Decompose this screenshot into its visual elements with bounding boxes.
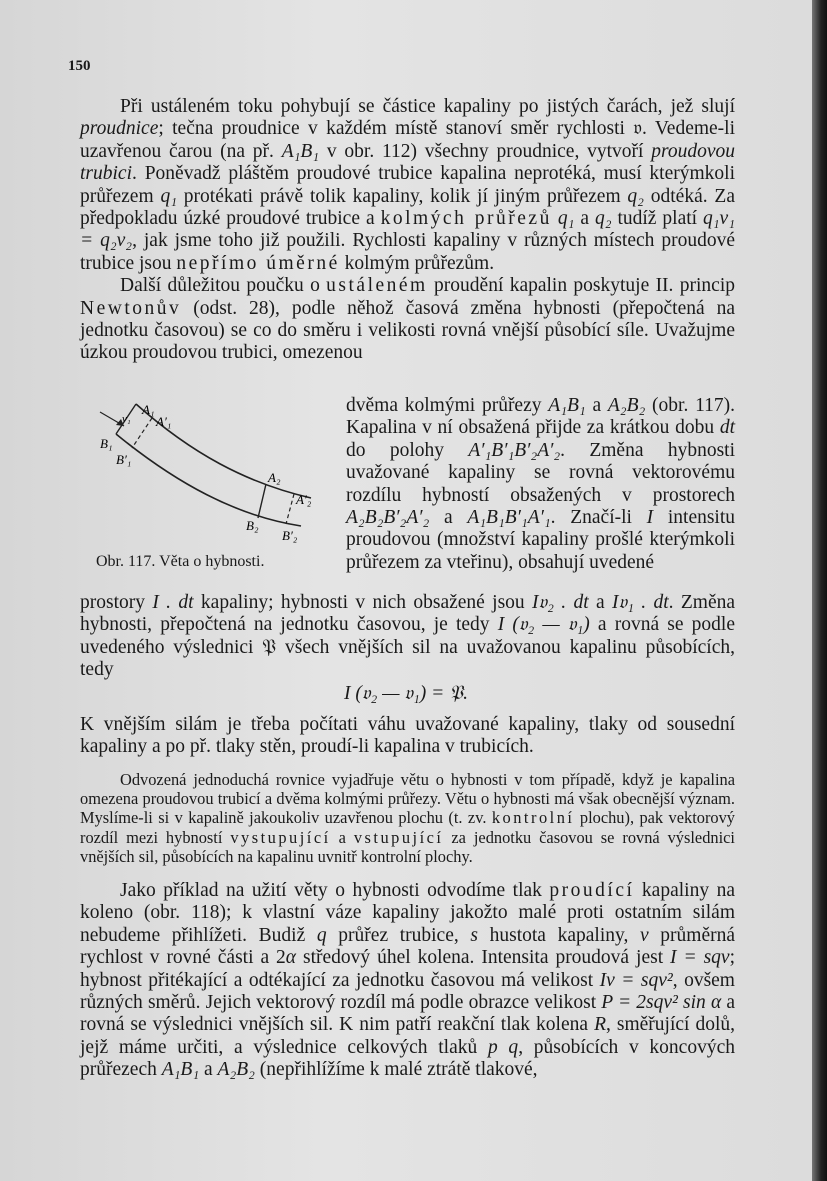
label-v1: v₁ <box>122 413 131 425</box>
paragraph-external-forces: K vnějším silám je třeba počítati váhu uvažované kapaliny, tlaky od sousední kapaliny a po př. tlaky stěn, proudí-li kapalina v trubicích. <box>80 714 735 758</box>
text-block-bottom <box>80 880 735 1082</box>
label-a1: A₁ <box>142 402 155 417</box>
figure-stream-tube <box>96 398 336 548</box>
stream-tube-diagram <box>96 398 336 548</box>
label-a2-prime: A′₂ <box>296 492 312 507</box>
page-number: 150 <box>68 58 91 74</box>
text-block-beside-figure <box>346 395 735 574</box>
paragraph-side: dvěma kolmými průřezy A₁B₁ a A₂B₂ (obr. 117). Kapalina v ní obsažená přijde za krátkou dobu dt do polohy A′₁B′₁B′₂A′₂. Změna hybnosti uvažované kapaliny se rovná vektorovému rozdílu hybností obsažených v prostorech A₂B₂B′₂A′₂ a A₁B₁B′₁A′₁. Značí-li I intensitu proudovou (množství kapaliny prošlé kterýmkoli průřezem za vteřinu), obsahují uvedené <box>346 395 736 573</box>
text-block-forces <box>80 714 735 759</box>
small-print-note <box>80 770 735 866</box>
paragraph-momentum-theorem: Další důležitou poučku o ustáleném proudění kapalin poskytuje II. princip Newtonův (odst. 28), podle něhož časová změna hybnosti (přepočtená na jednotku časovou) se co do směru i velikosti rovná vnější působící síle. Uvažujme úzkou proudovou trubici, omezenou <box>80 275 735 364</box>
paragraph-continuation: prostory I . dt kapaliny; hybnosti v nich obsažené jsou I𝔳₂ . dt a I𝔳₁ . dt. Změna hybnosti, přepočtená na jednotku časovou, je tedy I (𝔳₂ — 𝔳₁) a rovná se podle uvedeného výslednici 𝔓 všech vnějších sil na uvažovanou kapalinu působících, tedy <box>80 592 736 681</box>
momentum-formula: I (𝔳₂ — 𝔳₁) = 𝔓. <box>344 683 468 704</box>
label-b2: B₂ <box>246 518 259 533</box>
label-a2: A₂ <box>268 470 281 485</box>
text-block-middle <box>80 592 735 682</box>
text-block-top <box>80 96 735 365</box>
label-a1-prime: A′₁ <box>156 414 172 429</box>
label-b1-prime: B′₁ <box>116 452 132 467</box>
paragraph-pipe-bend-example: Jako příklad na užití věty o hybnosti odvodíme tlak proudící kapaliny na koleno (obr. 118); k vlastní váze kapaliny jakožto malé proti ostatním silám nebudeme přihlížeti. Budiž q průřez trubice, s hustota kapaliny, v průměrná rychlost v rovné části a 2α středový úhel kolena. Intensita proudová jest I = sqv; hybnost přitékající a odtékající za jednotku časovou má velikost Iv = sqv², ovšem různých směrů. Jejich vektorový rozdíl má podle obrazce velikost P = 2sqv² sin α a rovná se výslednici vnějších sil. K nim patří reakční tlak kolena R, směřující dolů, jejž máme určiti, a výslednice celkových tlaků p q, působících v koncových průřezech A₁B₁ a A₂B₂ (nepřihlížíme k malé ztrátě tlakové, <box>80 880 736 1081</box>
paragraph-streamlines: Při ustáleném toku pohybují se částice kapaliny po jistých čarách, jež slují proudnice; tečna proudnice v každém místě stanoví směr rychlosti 𝔳. Vedeme-li uzavřenou čarou (na př. A₁B₁ v obr. 112) všechny proudnice, vytvoří proudovou trubici. Poněvadž pláštěm proudové trubice kapalina neprotéká, musí kterýmkoli průřezem q₁ protékati právě tolik kapaliny, kolik jí jiným průřezem q₂ odtéká. Za předpokladu úzké proudové trubice a kolmých průřezů q₁ a q₂ tudíž platí q₁v₁ = q₂v₂, jak jsme toho již použili. Rychlosti kapaliny v různých místech proudové trubice jsou nepřímo úměrné kolmým průřezům. <box>80 96 736 274</box>
book-spine-edge <box>812 0 827 1181</box>
figure-caption: Obr. 117. Věta o hybnosti. <box>96 553 265 570</box>
label-b1: B₁ <box>100 436 113 451</box>
label-b2-prime: B′₂ <box>282 528 298 543</box>
paragraph-control-surface: Odvozená jednoduchá rovnice vyjadřuje větu o hybnosti v tom případě, když je kapalina omezena proudovou trubicí a dvěma kolmými průřezy. Větu o hybnosti má však obecnější význam. Myslíme-li si v kapalině jakoukoliv uzavřenou plochu (t. zv. kontrolní plochu), pak vektorový rozdíl mezi hybností vystupující a vstupující za jednotku časovou se rovná výslednici vnějších sil, působících na kapalinu uvnitř kontrolní plochy. <box>80 770 735 866</box>
